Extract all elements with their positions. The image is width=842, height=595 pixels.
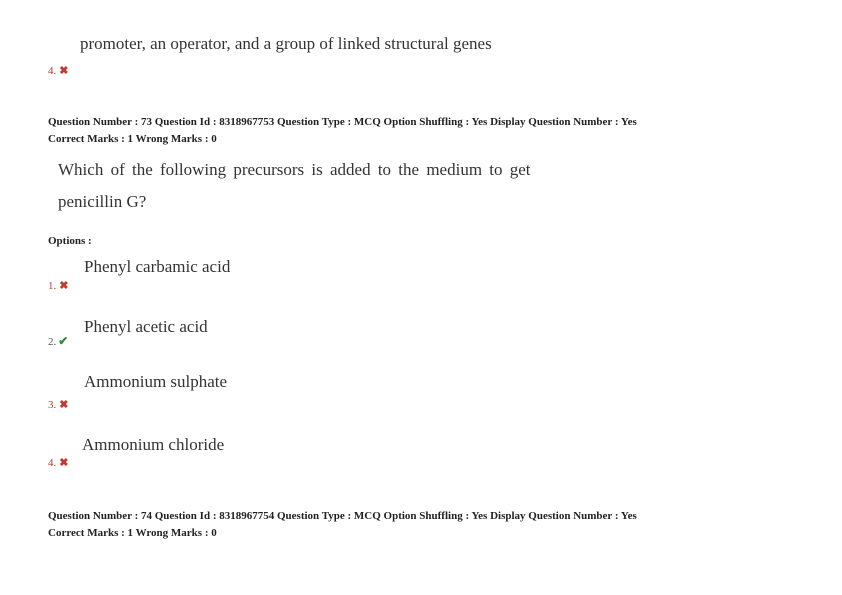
prev-option-4-text: promoter, an operator, and a group of linked structural genes (80, 34, 492, 53)
question-meta-line1: Question Number : 73 Question Id : 8318967753 Question Type : MCQ Option Shuffling : Yes Display Question Number : Yes (48, 116, 637, 128)
option-4-marker (48, 456, 68, 469)
option-number: 4. (48, 457, 57, 469)
question-74-meta-line2: Correct Marks : 1 Wrong Marks : 0 (48, 527, 217, 539)
option-3-marker (48, 398, 68, 411)
prev-option-4-marker (48, 64, 68, 77)
option-2-marker (48, 334, 68, 349)
cross-icon: ✖ (59, 65, 69, 77)
option-number: 3. (48, 399, 57, 411)
cross-icon: ✖ (59, 280, 69, 292)
cross-icon: ✖ (59, 399, 69, 411)
option-3-text: Ammonium sulphate (84, 372, 228, 391)
options-label: Options : (48, 235, 92, 247)
option-number: 2. (48, 336, 57, 348)
question-text-line1: Which of the following precursors is added to the medium to get (58, 160, 531, 179)
cross-icon: ✖ (59, 457, 69, 469)
question-meta-line2: Correct Marks : 1 Wrong Marks : 0 (48, 133, 217, 145)
option-2-text: Phenyl acetic acid (84, 317, 208, 336)
option-1-text: Phenyl carbamic acid (84, 257, 231, 276)
option-4-text: Ammonium chloride (82, 435, 225, 454)
check-icon: ✔ (58, 334, 69, 348)
question-text-line2: penicillin G? (58, 192, 147, 211)
option-1-marker (48, 279, 68, 292)
option-number: 1. (48, 280, 57, 292)
question-74-meta-line1: Question Number : 74 Question Id : 8318967754 Question Type : MCQ Option Shuffling : Yes Display Question Number : Yes (48, 510, 637, 522)
option-number: 4. (48, 65, 57, 77)
